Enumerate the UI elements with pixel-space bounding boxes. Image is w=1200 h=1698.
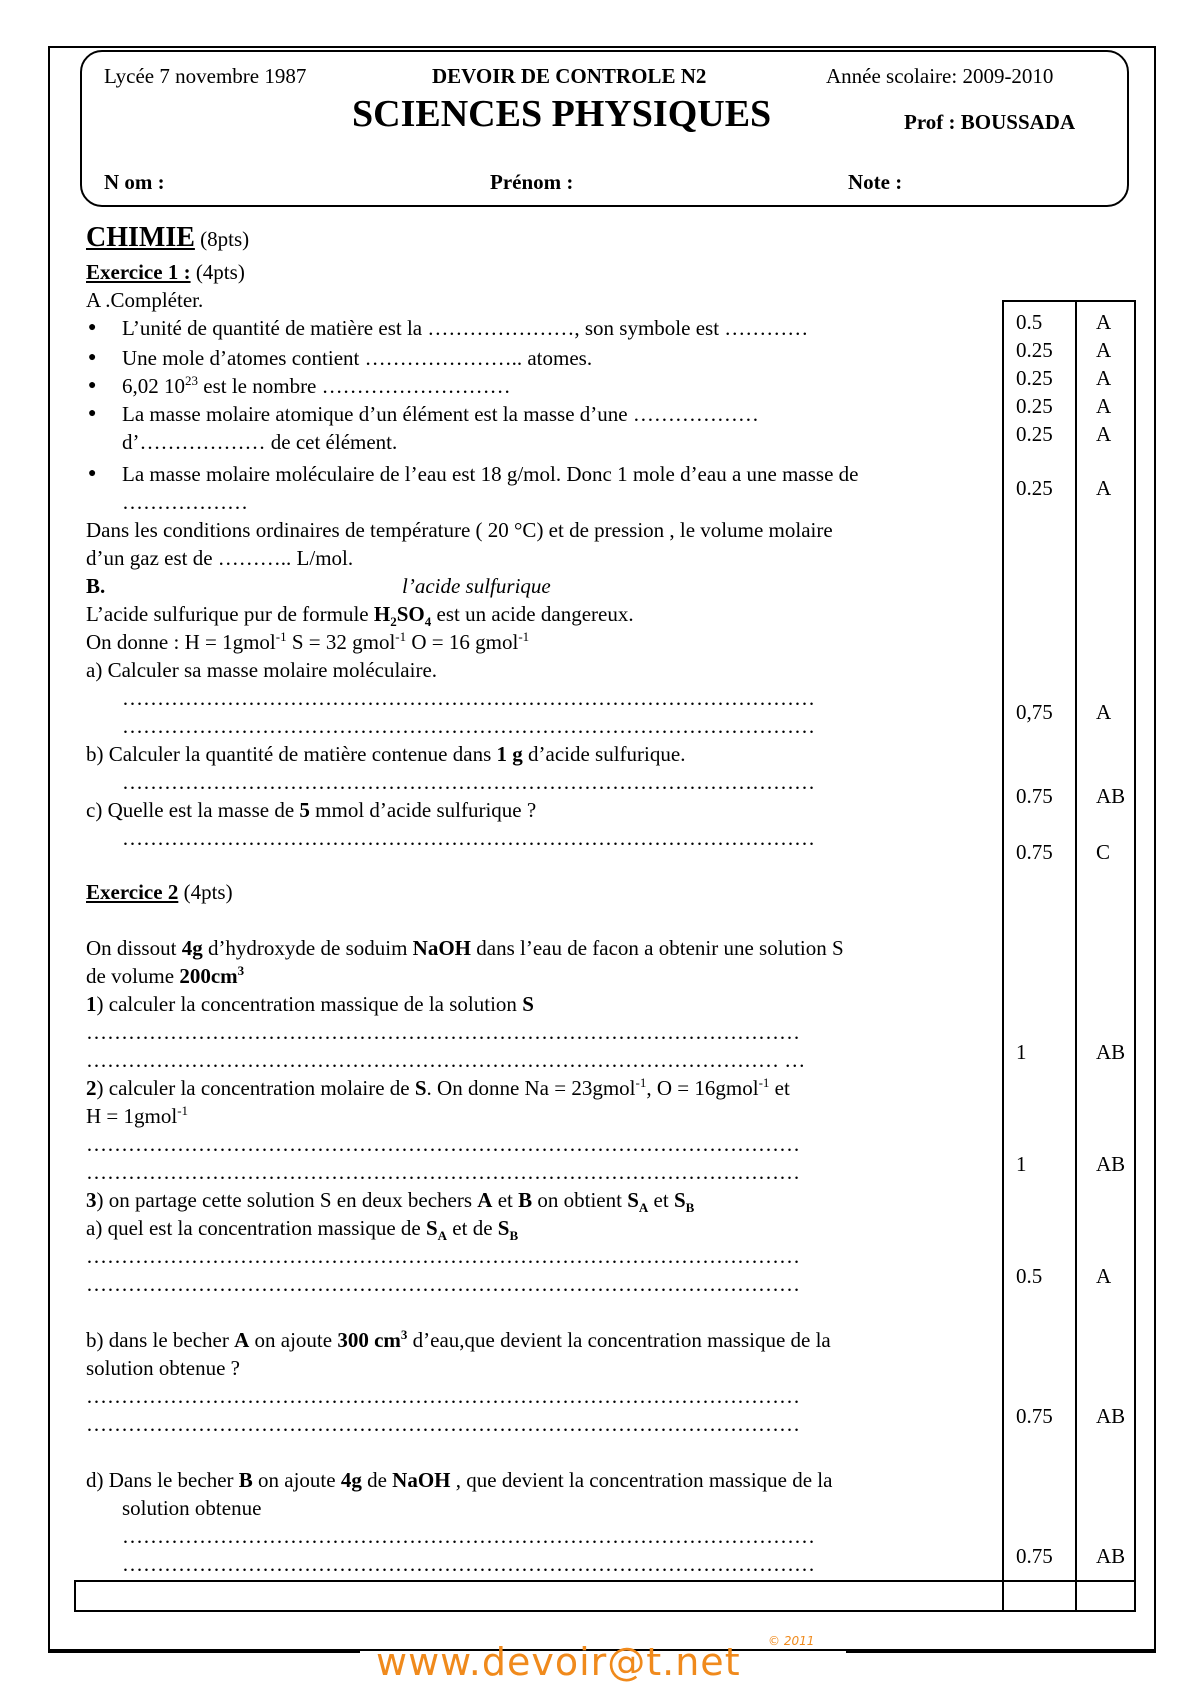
answer-dots: ………………………………………………………………………………………… <box>86 1160 800 1184</box>
site-watermark: www.devoir@t.net <box>376 1640 741 1684</box>
ex1-molar-volume-line1: Dans les conditions ordinaires de température ( 20 °C) et de pression , le volume molaire <box>86 518 833 542</box>
q-text: et de <box>447 1216 498 1240</box>
answer-dots: ……………………………………………………………………………………… … <box>86 1048 806 1072</box>
exp: -1 <box>518 629 530 644</box>
q-bold: S <box>414 1076 427 1100</box>
footer-rule-right <box>846 1651 1156 1653</box>
nom-label: N om : <box>104 170 165 194</box>
ex2-question-3d <box>86 1468 832 1493</box>
formula-sub-2: 2 <box>390 614 397 630</box>
t: de volume <box>86 964 180 988</box>
q-bold: S <box>522 992 534 1016</box>
grading-points: 0.75 <box>1016 784 1053 808</box>
q-bold: NaOH <box>392 1468 451 1492</box>
q-text: , O = 16gmol <box>646 1076 759 1100</box>
q-text: ) on partage cette solution S en deux bechers <box>96 1188 478 1212</box>
grading-points: 1 <box>1016 1040 1027 1064</box>
ex2-question-3b-line2: solution obtenue ? <box>86 1356 240 1380</box>
q-bold: S <box>425 1216 438 1240</box>
q-text: d) Dans le becher <box>86 1468 239 1492</box>
bottom-row-box <box>74 1580 1136 1612</box>
exp: -1 <box>275 629 287 644</box>
ex2-intro-line2 <box>86 964 244 989</box>
q-text: de <box>361 1468 393 1492</box>
q-bold: B <box>238 1468 253 1492</box>
q-text: a) quel est la concentration massique de <box>86 1216 426 1240</box>
grading-level: C <box>1096 840 1111 864</box>
chimie-title: CHIMIE <box>86 222 195 253</box>
intro-text: L’acide sulfurique pur de formule <box>86 602 374 626</box>
grading-points: 0.75 <box>1016 1544 1053 1568</box>
q-text: d’eau,que devient la concentration massique de la <box>407 1328 831 1352</box>
grading-points: 0.25 <box>1016 338 1053 362</box>
ex2-question-3d-line2: solution obtenue <box>122 1496 262 1520</box>
exp: -1 <box>177 1103 189 1118</box>
ex2-question-1 <box>86 992 534 1017</box>
t-bold: NaOH <box>412 936 472 960</box>
q-text: on obtient <box>532 1188 628 1212</box>
q-num: 2 <box>86 1076 97 1100</box>
bullet-icon: ● <box>88 406 97 421</box>
grading-points: 0.25 <box>1016 476 1053 500</box>
t-bold: 200cm <box>179 964 238 988</box>
ex1-bullet-1: L’unité de quantité de matière est la …………………, son symbole est ………… <box>122 316 809 340</box>
ex1-points: (4pts) <box>190 260 245 284</box>
section-chimie <box>86 222 249 254</box>
q-text: ) calculer la concentration molaire de <box>96 1076 415 1100</box>
grading-level: A <box>1096 310 1112 334</box>
grading-points: 0,75 <box>1016 700 1053 724</box>
q-text: b) Calculer la quantité de matière contenue dans <box>86 742 497 766</box>
q-text: H = 1gmol <box>86 1104 178 1128</box>
note-label: Note : <box>848 170 903 194</box>
grading-level: AB <box>1096 1544 1126 1568</box>
q-sup: 3 <box>400 1327 408 1342</box>
grading-points: 0.75 <box>1016 840 1053 864</box>
q-text-end: d’acide sulfurique. <box>522 742 686 766</box>
q-bold: 1 g <box>496 742 523 766</box>
ex2-intro-line1 <box>86 936 844 961</box>
answer-dots: ………………………………………………………………………………………… <box>86 1384 800 1408</box>
q-text: et <box>648 1188 674 1212</box>
given-s: S = 32 gmol <box>286 630 396 654</box>
ex2-question-2-line2 <box>86 1104 188 1129</box>
grading-points: 0.5 <box>1016 1264 1043 1288</box>
q-text: , que devient la concentration massique de la <box>450 1468 833 1492</box>
q-sub: B <box>509 1228 519 1244</box>
bullet-icon: ● <box>88 350 97 365</box>
ex2-question-3a <box>86 1216 519 1244</box>
ex1-question-c <box>86 798 536 823</box>
answer-dots: ……………………………………………………………………………………… <box>122 1524 815 1548</box>
answer-dots: ………………………………………………………………………………………… <box>86 1412 800 1436</box>
given-o: O = 16 gmol <box>406 630 519 654</box>
q-bold: 5 <box>299 798 310 822</box>
ex2-question-2 <box>86 1076 790 1101</box>
q-text-end: mmol d’acide sulfurique ? <box>309 798 537 822</box>
q-num: 3 <box>86 1188 97 1212</box>
bullet-icon: ● <box>88 378 97 393</box>
answer-dots: ……………………………………………………………………………………… <box>122 770 815 794</box>
ex1-bullet-2: Une mole d’atomes contient ………………….. atomes. <box>122 346 593 370</box>
answer-dots: ………………………………………………………………………………………… <box>86 1244 800 1268</box>
q-text: ) calculer la concentration massique de la solution <box>96 992 523 1016</box>
school-name: Lycée 7 novembre 1987 <box>104 64 307 88</box>
grading-level: A <box>1096 476 1112 500</box>
avogadro-base: 6,02 10 <box>122 374 185 398</box>
ex2-heading <box>86 880 233 905</box>
answer-dots: ……………………………………………………………………………………… <box>122 1552 815 1576</box>
ex1-bullet-4-line1: La masse molaire atomique d’un élément est la masse d’une ……………… <box>122 402 759 426</box>
grading-level: A <box>1096 394 1112 418</box>
ex2-points: (4pts) <box>178 880 233 904</box>
given-h: On donne : H = 1gmol <box>86 630 276 654</box>
grading-points: 0.75 <box>1016 1404 1053 1428</box>
ex1-b-intro <box>86 602 634 630</box>
chimie-points: (8pts) <box>194 227 250 251</box>
ex1-title: Exercice 1 : <box>86 260 191 284</box>
teacher-name: Prof : BOUSSADA <box>904 110 1076 134</box>
grading-points: 0.25 <box>1016 422 1053 446</box>
ex1-bullet-5-line2: ……………… <box>122 490 248 514</box>
grading-level: A <box>1096 422 1112 446</box>
q-bold: 300 cm <box>337 1328 401 1352</box>
grading-level: A <box>1096 700 1112 724</box>
bullet-icon: ● <box>88 466 97 481</box>
prenom-label: Prénom : <box>490 170 574 194</box>
exam-title: DEVOIR DE CONTROLE N2 <box>432 64 707 88</box>
avogadro-rest: est le nombre ……………………… <box>198 374 511 398</box>
answer-dots: ……………………………………………………………………………………… <box>122 686 815 710</box>
t-sup: 3 <box>237 963 245 978</box>
q-bold: A <box>234 1328 250 1352</box>
ex1-question-a: a) Calculer sa masse molaire moléculaire. <box>86 658 438 682</box>
grading-points: 0.25 <box>1016 366 1053 390</box>
bullet-icon: ● <box>88 320 97 335</box>
q-sub: A <box>638 1200 649 1216</box>
q-text: c) Quelle est la masse de <box>86 798 300 822</box>
q-num: 1 <box>86 992 97 1016</box>
exp: -1 <box>758 1075 770 1090</box>
t: dans l’eau de facon a obtenir une solution S <box>471 936 844 960</box>
answer-dots: ………………………………………………………………………………………… <box>86 1272 800 1296</box>
grading-level: AB <box>1096 1040 1126 1064</box>
grading-points: 0.25 <box>1016 394 1053 418</box>
ex1-part-a: A .Compléter. <box>86 288 204 312</box>
subject-title: SCIENCES PHYSIQUES <box>352 93 772 135</box>
grading-level: A <box>1096 1264 1112 1288</box>
q-text: on ajoute <box>252 1468 341 1492</box>
q-text: b) dans le becher <box>86 1328 235 1352</box>
q-text: et <box>769 1076 790 1100</box>
grading-divider <box>1075 300 1077 1612</box>
formula-h: H <box>373 602 391 626</box>
ex1-bullet-3 <box>122 374 511 399</box>
site-year: © 2011 <box>768 1634 815 1648</box>
exp: -1 <box>395 629 407 644</box>
q-text: on ajoute <box>249 1328 338 1352</box>
exp: -1 <box>635 1075 647 1090</box>
answer-dots: ………………………………………………………………………………………… <box>86 1132 800 1156</box>
formula-sub-4: 4 <box>424 614 432 630</box>
ex1-given-data <box>86 630 529 655</box>
ex2-question-3b <box>86 1328 831 1353</box>
answer-dots: ………………………………………………………………………………………… <box>86 1020 800 1044</box>
q-text: . On donne Na = 23gmol <box>426 1076 636 1100</box>
ex1-heading <box>86 260 245 285</box>
ex2-question-3 <box>86 1188 695 1216</box>
q-bold: S <box>497 1216 510 1240</box>
grading-level: A <box>1096 338 1112 362</box>
school-year: Année scolaire: 2009-2010 <box>826 64 1054 88</box>
formula-so: SO <box>396 602 425 626</box>
t: d’hydroxyde de soduim <box>202 936 413 960</box>
grading-level: AB <box>1096 1152 1126 1176</box>
t-bold: 4g <box>181 936 203 960</box>
q-sub: B <box>685 1200 695 1216</box>
grading-level: AB <box>1096 784 1126 808</box>
q-bold: B <box>518 1188 533 1212</box>
avogadro-exponent: 23 <box>185 373 198 388</box>
ex1-bullet-5-line1: La masse molaire moléculaire de l’eau est 18 g/mol. Donc 1 mole d’eau a une masse de <box>122 462 859 486</box>
q-sub: A <box>437 1228 448 1244</box>
ex1-part-b-title: l’acide sulfurique <box>402 574 551 598</box>
q-text: et <box>492 1188 519 1212</box>
ex2-title: Exercice 2 <box>86 880 179 904</box>
grading-points: 1 <box>1016 1152 1027 1176</box>
q-bold: S <box>627 1188 639 1212</box>
answer-dots: ……………………………………………………………………………………… <box>122 826 815 850</box>
ex1-question-b <box>86 742 685 767</box>
footer-rule-left <box>48 1651 360 1653</box>
ex1-molar-volume-line2: d’un gaz est de ……….. L/mol. <box>86 546 354 570</box>
intro-text-end: est un acide dangereux. <box>431 602 634 626</box>
q-bold: A <box>477 1188 493 1212</box>
ex1-part-b: B. <box>86 574 106 598</box>
grading-points: 0.5 <box>1016 310 1043 334</box>
ex1-bullet-4-line2: d’……………… de cet élément. <box>122 430 398 454</box>
q-bold: 4g <box>340 1468 362 1492</box>
q-bold: S <box>673 1188 686 1212</box>
t: On dissout <box>86 936 182 960</box>
answer-dots: ……………………………………………………………………………………… <box>122 714 815 738</box>
grading-level: AB <box>1096 1404 1126 1428</box>
grading-level: A <box>1096 366 1112 390</box>
